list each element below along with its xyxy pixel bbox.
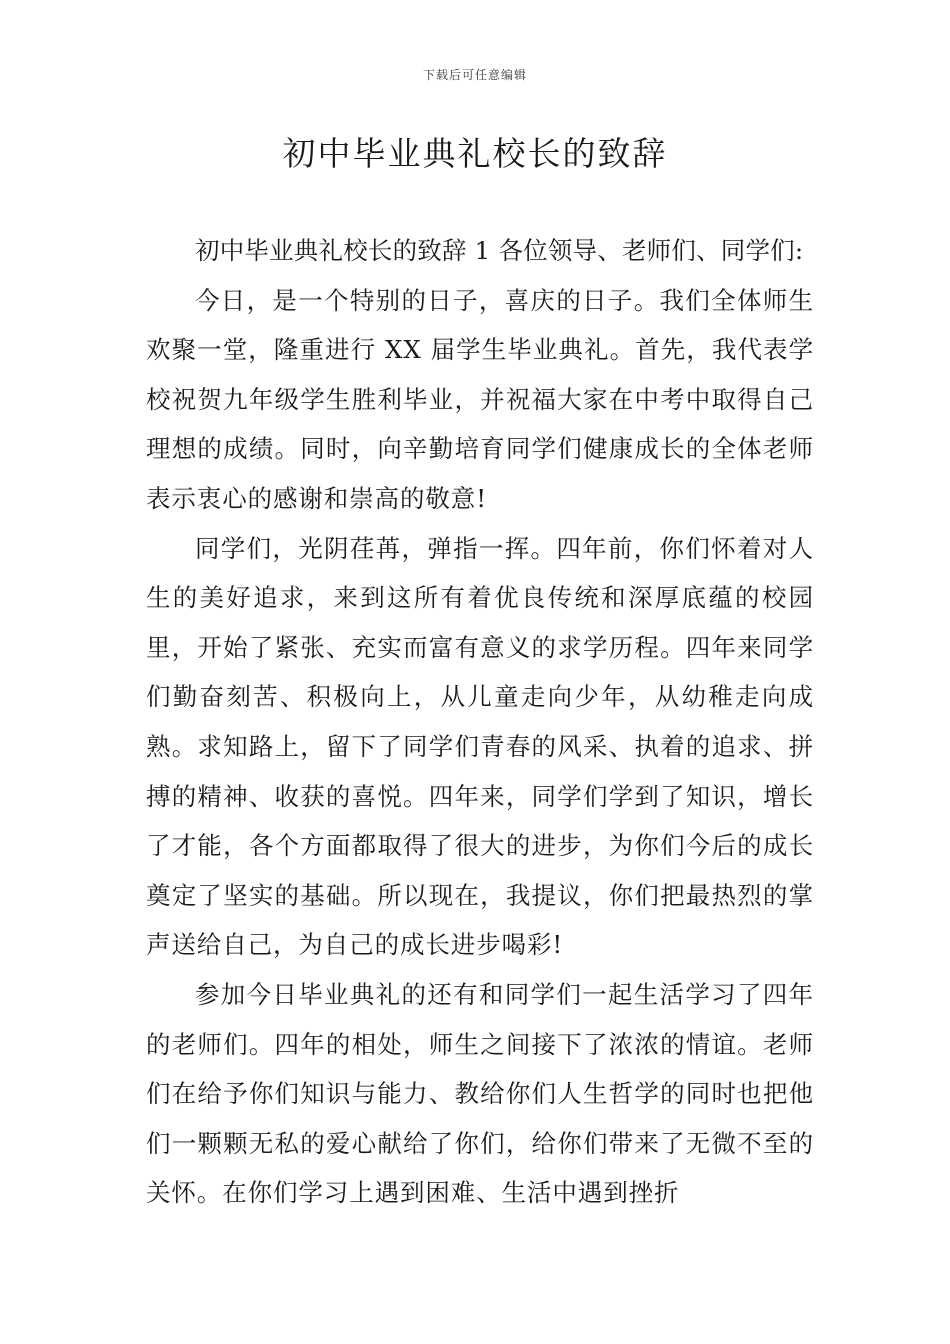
document-body: [146, 226, 814, 1218]
paragraph-3: 参加今日毕业典礼的还有和同学们一起生活学习了四年的老师们。四年的相处，师生之间接下了浓浓的情谊。老师们在给予你们知识与能力、教给你们人生哲学的同时也把他们一颗颗无私的爱心献给了你们，给你们带来了无微不至的关怀。在你们学习上遇到困难、生活中遇到挫折: [146, 979, 814, 1208]
document-title: 初中毕业典礼校长的致辞: [282, 134, 668, 173]
paragraph-2: 同学们，光阴荏苒，弹指一挥。四年前，你们怀着对人生的美好追求，来到这所有着优良传统和深厚底蕴的校园里，开始了紧张、充实而富有意义的求学历程。四年来同学们勤奋刻苦、积极向上，从儿童走向少年，从幼稚走向成熟。求知路上，留下了同学们青春的风采、执着的追求、拼搏的精神、收获的喜悦。四年来，同学们学到了知识，增长了才能，各个方面都取得了很大的进步，为你们今后的成长奠定了坚实的基础。所以现在，我提议，你们把最热烈的掌声送给自己，为自己的成长进步喝彩!: [146, 533, 814, 960]
header-note: 下载后可任意编辑: [422, 68, 527, 82]
paragraph-opening: 初中毕业典礼校长的致辞 1 各位领导、老师们、同学们:: [195, 236, 804, 265]
paragraph-1: 今日，是一个特别的日子，喜庆的日子。我们全体师生欢聚一堂，隆重进行 XX 届学生毕业典礼。首先，我代表学校祝贺九年级学生胜利毕业，并祝福大家在中考中取得自己理想的成绩。同时，向辛勤培育同学们健康成长的全体老师表示衷心的感谢和崇高的敬意!: [146, 285, 814, 513]
